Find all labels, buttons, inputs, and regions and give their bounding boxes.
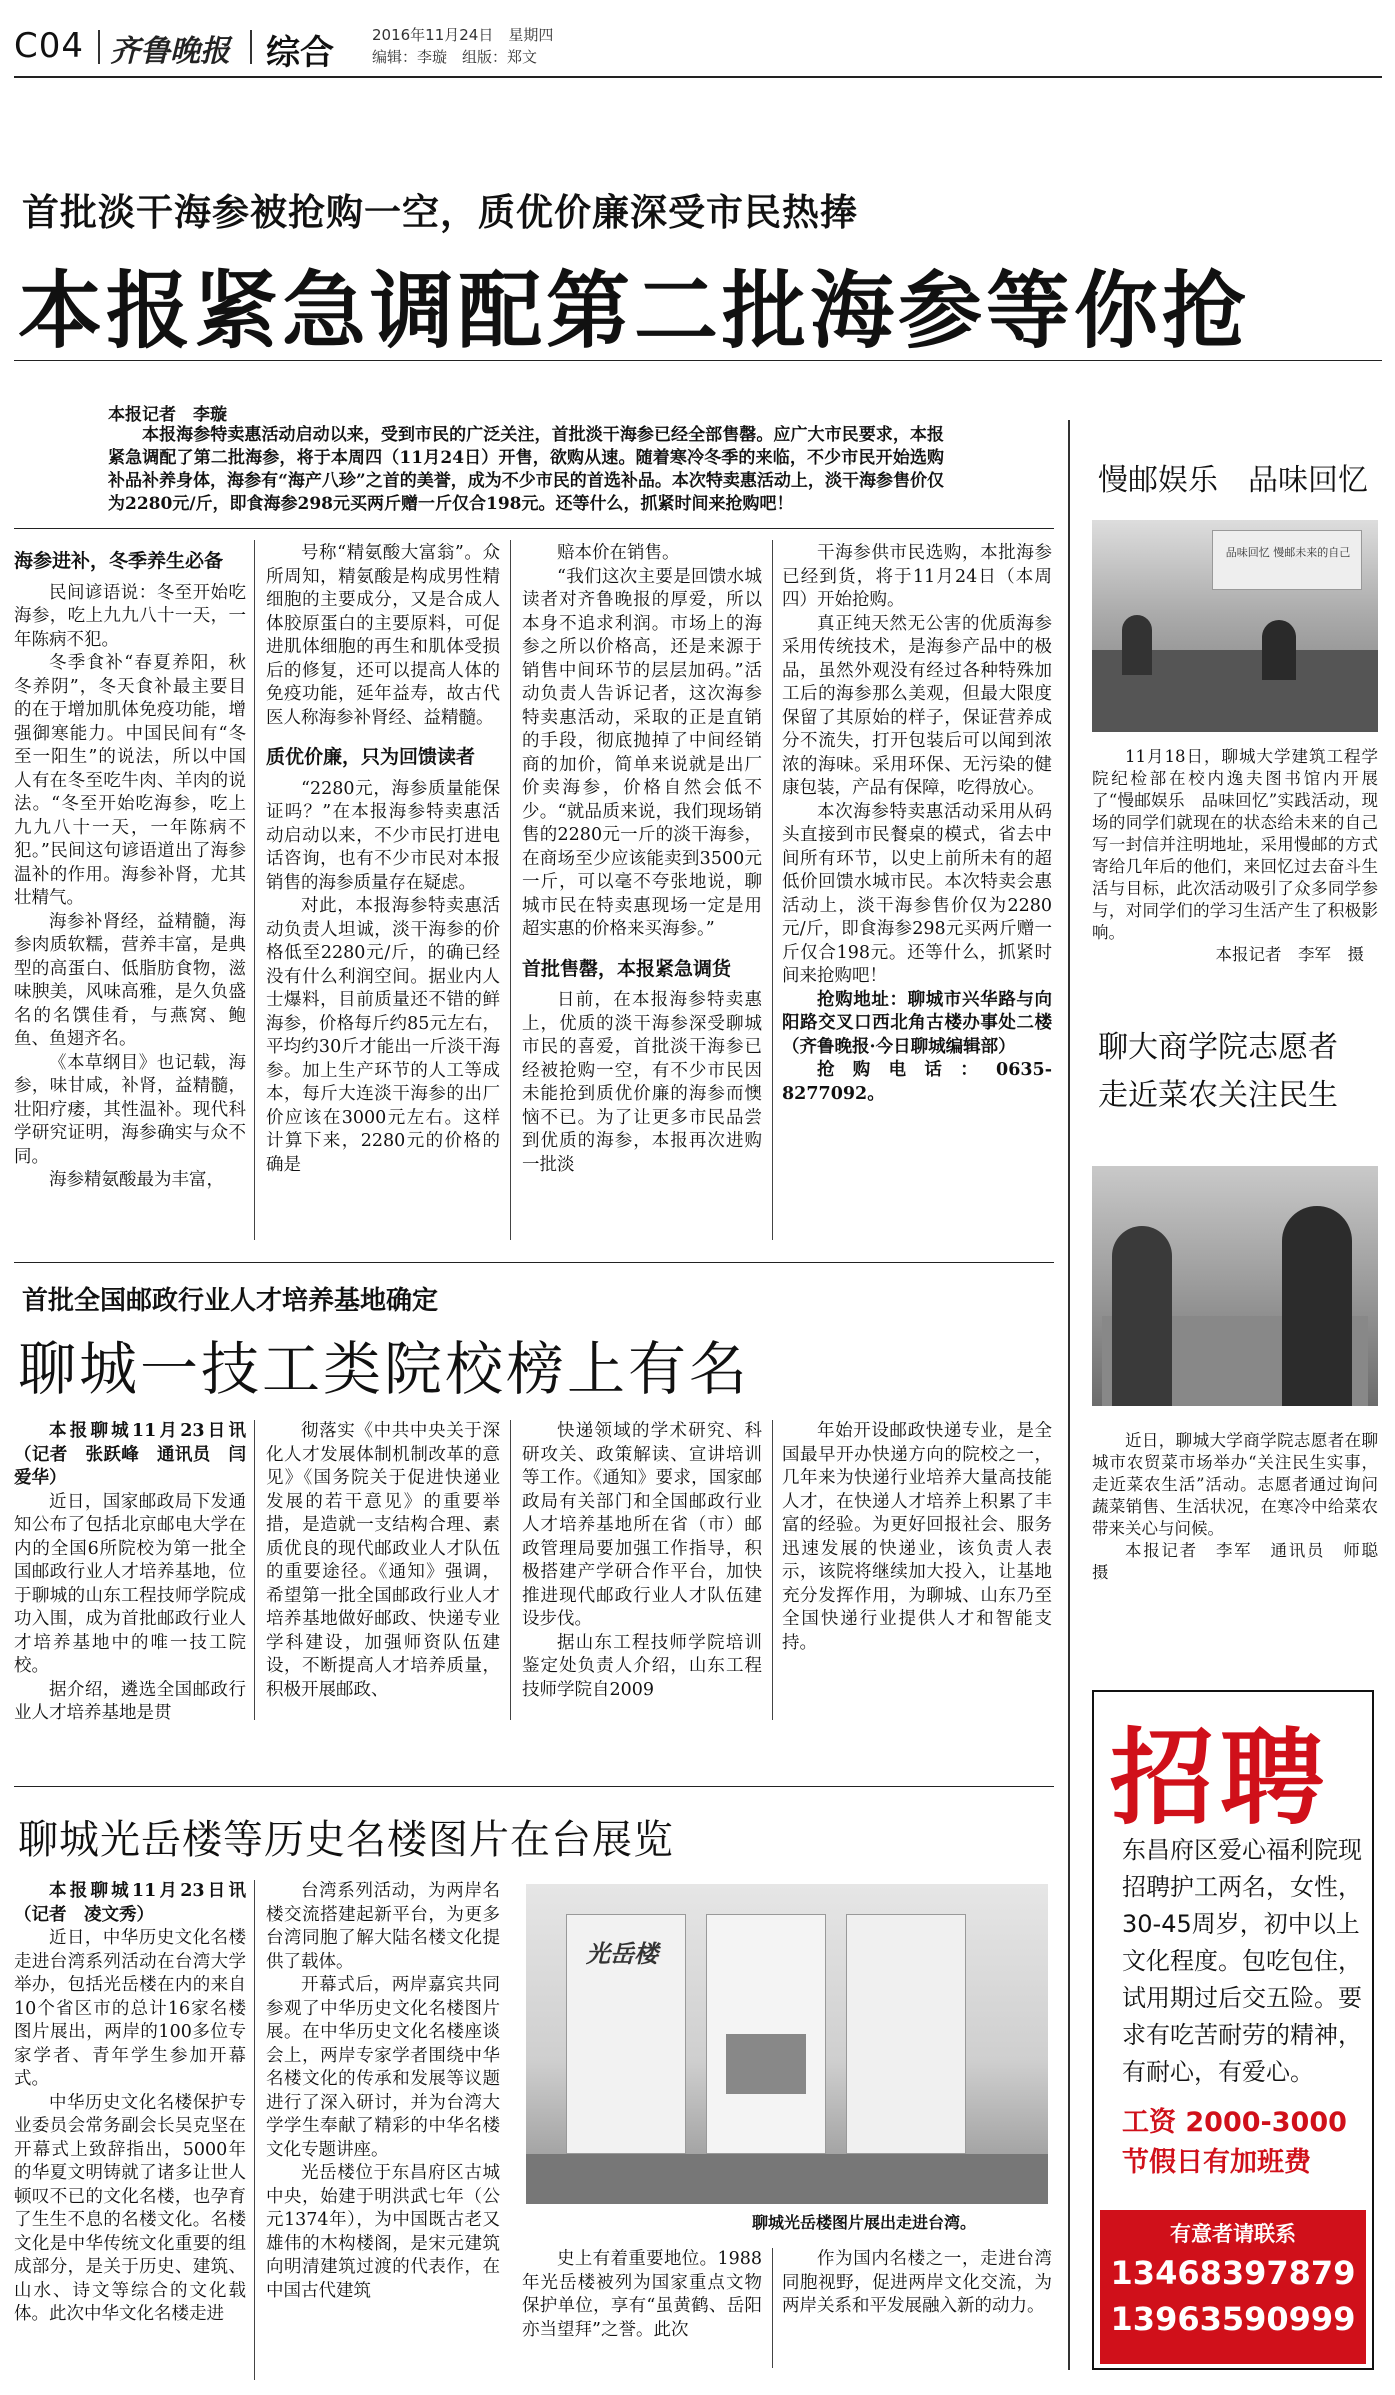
story1-address: 抢购地址：聊城市兴华路与向阳路交叉口西北角古楼办事处二楼（齐鲁晚报·今日聊城编辑部） [782, 989, 1052, 1057]
story3-column-3 [522, 2248, 762, 2342]
story3-column-4 [782, 2248, 1052, 2319]
story1-col3a-text: 赔本价在销售。 “我们这次主要是回馈水城读者对齐鲁晚报的厚爱，所以本身不追求利润。市场上的海参之所以价格高，还是来源于销售中间环节的层层加码。”活动负责人告诉记者，这次海参特卖惠活动，采取的正是直销的手段，彻底抛掉了中间经销商的加价，简单来说就是出厂价卖海参，价格自然会低不少。“就品质来说，我们现场销售的2280元一斤的淡干海参，在商场至少应该能卖到3500元一斤，可以毫不夸张地说，聊城市民在特卖惠现场一定是用超实惠的价格来买海参。” [522, 543, 762, 939]
story1-col4a-text: 干海参供市民选购，本批海参已经到货，将于11月24日（本周四）开始抢购。 真正纯天然无公害的优质海参采用传统技术，是海参产品中的极品，虽然外观没有经过各种特殊加工后的海参那么美观，但最大限度保留了其原始的样子，保证营养成分不流失，打开包装后可以闻到浓浓的海味。采用环保、无污染的健康包装，产品有保障，吃得放心。 本次海参特卖惠活动采用从码头直接到市民餐桌的模式，省去中间所有环节，以史上前所未有的超低价回馈水城市民。本次特卖会惠活动上，淡干海参售价仅为2280元/斤，即食海参298元买两斤赠一斤仅合198元。还等什么，抓紧时间来抢购吧！ [782, 543, 1052, 986]
sidebar2-caption: 近日，聊城大学商学院志愿者在聊城市农贸菜市场举办“关注民生实事，走近菜农生活”活动。志愿者通过询问蔬菜销售、生活状况，在寒冷中给菜农带来关心与问候。 本报记者 李军 通讯员 师聪 摄 [1092, 1431, 1395, 1582]
story1-column-1 [14, 540, 246, 1193]
story3-column-2 [266, 1880, 500, 2303]
story2-column-3 [522, 1420, 762, 1702]
story2-kicker: 首批全国邮政行业人才培养基地确定 [22, 1286, 439, 1316]
ad-overtime: 节假日有加班费 [1122, 2147, 1311, 2178]
story2-col4-text: 年始开设邮政快递专业，是全国最早开办快递方向的院校之一，几年来为快递行业培养大量高技能人才，在快递人才培养上积累了丰富的经验。为更好回报社会、服务迅速发展的快递业，该负责人表示，该院将继续加大投入，让基地充分发挥作用，为聊城、山东乃至全国快递行业提供人才和智能支持。 [782, 1421, 1052, 1653]
story1-kicker: 首批淡干海参被抢购一空，质优价廉深受市民热捧 [22, 191, 858, 234]
issue-date: 2016年11月24日 星期四 [372, 26, 554, 44]
story3-headline: 聊城光岳楼等历史名楼图片在台展览 [18, 1817, 674, 1863]
sidebar2-title-line2: 走近菜农关注民生 [1098, 1078, 1338, 1113]
story1-column-2 [266, 542, 500, 1177]
ad-body: 东昌府区爱心福利院现招聘护工两名，女性，30-45周岁，初中以上文化程度。包吃包住，试用期过后交五险。要求有吃苦耐劳的精神，有耐心，有爱心。 [1122, 1836, 1362, 2086]
story3-dateline: 本报聊城11月23日讯（记者 凌文秀） [14, 1881, 246, 1925]
story2-column-1 [14, 1420, 246, 1726]
story3-col3-text: 史上有着重要地位。1988年光岳楼被列为国家重点文物保护单位，享有“虽黄鹤、岳阳亦当望拜”之誉。此次 [522, 2249, 762, 2340]
story3-col1-text: 近日，中华历史文化名楼走进台湾系列活动在台湾大学举办，包括光岳楼在内的来自10个省区市的总计16家名楼图片展出，两岸的100多位专家学者、青年学生参加开幕式。 中华历史文化名楼保护专业委员会常务副会长吴克坚在开幕式上致辞指出，5000年的华夏文明铸就了诸多让世人顿叹不已的文化名楼，也孕育了生生不息的名楼文化。名楼文化是中华传统文化重要的组成部分，是关于历史、建筑、山水、诗文等综合的文化载体。此次中华文化名楼走进 [14, 1928, 246, 2324]
sidebar1-caption: 11月18日，聊城大学建筑工程学院纪检部在校内逸夫图书馆内开展了“慢邮娱乐 品味回忆”实践活动，现场的同学们就现在的状态给未来的自己写一封信并注明地址，采用慢邮的方式寄给几年后的他们，来回忆过去奋斗生活与目标，此次活动吸引了众多同学参与，对同学们的学习生活产生了积极影响。 本报记者 李军 摄 [1092, 747, 1378, 964]
story1-subhead-3: 首批售罄，本报紧急调货 [522, 957, 732, 980]
sidebar2-photo [1092, 1166, 1378, 1406]
story1-headline: 本报紧急调配第二批海参等你抢 [18, 262, 1251, 360]
story1-column-3 [522, 542, 762, 1177]
story2-col1-text: 近日，国家邮政局下发通知公布了包括北京邮电大学在内的全国6所院校为第一批全国邮政行业人才培养基地，位于聊城的山东工程技师学院成功入围，成为首批邮政行业人才培养基地中的唯一技工院校。 据介绍，遴选全国邮政行业人才培养基地是贯 [14, 1491, 246, 1723]
story2-dateline: 本报聊城11月23日讯（记者 张跃峰 通讯员 闫爱华） [14, 1421, 246, 1488]
page-number: C04 [14, 26, 85, 66]
story3-photo-caption: 聊城光岳楼图片展出走进台湾。 [752, 2213, 977, 2232]
ad-phone-2: 13963590999 [1110, 2300, 1356, 2338]
story2-column-4 [782, 1420, 1052, 1655]
story3-column-1 [14, 1880, 246, 2327]
story1-subhead-2: 质优价廉，只为回馈读者 [266, 746, 476, 768]
ad-phone-1: 13468397879 [1110, 2254, 1356, 2292]
story1-column-4 [782, 542, 1052, 1106]
sidebar1-photo [1092, 520, 1378, 732]
story2-col3-text: 快递领域的学术研究、科研攻关、政策解读、宣讲培训等工作。《通知》要求，国家邮政局有关部门和全国邮政行业人才培养基地所在省（市）邮政管理局要加强工作指导，积极搭建产学研合作平台，加快推进现代邮政行业人才队伍建设步伐。 据山东工程技师学院培训鉴定处负责人介绍，山东工程技师学院自2009 [522, 1421, 762, 1700]
story2-column-2 [266, 1420, 500, 1702]
story1-col2a-text: 号称“精氨酸大富翁”。众所周知，精氨酸是构成男性精细胞的主要成分，又是合成人体胶原蛋白的主要原料，可促进肌体细胞的再生和肌体受损后的修复，还可以提高人体的免疫功能，延年益寿，故古代医人称海参补肾经、益精髓。 [266, 543, 500, 728]
sidebar1-photo-banner: 品味回忆 慢邮未来的自己 [1225, 546, 1351, 559]
story1-phone: 抢购电话：0635-8277092。 [782, 1060, 1052, 1104]
story3-photo [526, 1884, 1048, 2204]
story1-col2b-text: “2280元，海参质量能保证吗？”在本报海参特卖惠活动启动以来，不少市民打进电话咨询，也有不少市民对本报销售的海参质量存在疑虑。 对此，本报海参特卖惠活动负责人坦诚，淡干海参的价格低至2280元/斤，的确已经没有什么利润空间。据业内人士爆料，目前质量还不错的鲜海参，价格每斤约85元左右，平均约30斤才能出一斤淡干海参。加上生产环节的人工等成本，每斤大连淡干海参的出厂价应该在3000元左右。这样计算下来，2280元的价格的确是 [266, 778, 500, 1175]
story1-lead: 本报海参特卖惠活动启动以来，受到市民的广泛关注，首批淡干海参已经全部售罄。应广大市民要求，本报紧急调配了第二批海参，将于本周四（11月24日）开售，欲购从速。随着寒冷冬季的来临，不少市民开始选购补品补养身体，海参有“海产八珍”之首的美誉，成为不少市民的首选补品。本次特卖惠活动上，淡干海参售价仅为2280元/斤，即食海参298元买两斤赠一斤仅合198元。还等什么，抓紧时间来抢购吧！ [108, 425, 944, 514]
story1-col3b-text: 日前，在本报海参特卖惠上，优质的淡干海参深受聊城市民的喜爱，首批淡干海参已经被抢购一空，有不少市民因未能抢到质优价廉的海参而懊恼不已。为了让更多市民品尝到优质的海参，本报再次进购一批淡 [522, 990, 762, 1175]
ad-salary: 工资 2000-3000 [1122, 2107, 1347, 2138]
ad-contact-label: 有意者请联系 [1170, 2222, 1296, 2246]
story3-col4-text: 作为国内名楼之一，走进台湾同胞视野，促进两岸文化交流，为两岸关系和平发展融入新的动力。 [782, 2249, 1052, 2316]
ad-title: 招聘 [1110, 1717, 1331, 1839]
story3-photo-sign: 光岳楼 [586, 1939, 658, 1968]
story2-col2-text: 彻落实《中共中央关于深化人才发展体制机制改革的意见》《国务院关于促进快递业发展的若干意见》的重要举措，是造就一支结构合理、素质优良的现代邮政业人才队伍的重要途径。《通知》强调，希望第一批全国邮政行业人才培养基地做好邮政、快递专业学科建设，加强师资队伍建设，不断提高人才培养质量，积极开展邮政、 [266, 1421, 500, 1700]
section-name: 综合 [266, 33, 334, 73]
story1-byline: 本报记者 李璇 [108, 405, 227, 425]
story3-col2-text: 台湾系列活动，为两岸名楼交流搭建起新平台，为更多台湾同胞了解大陆名楼文化提供了载体。 开幕式后，两岸嘉宾共同参观了中华历史文化名楼图片展。在中华历史文化名楼座谈会上，两岸专家学者围绕中华名楼文化的传承和发展等议题进行了深入研讨，并为台湾大学学生奉献了精彩的中华名楼文化专题讲座。 光岳楼位于东昌府区古城中央，始建于明洪武七年（公元1374年），为中国既古老又雄伟的木构楼阁，是宋元建筑向明清建筑过渡的代表作，在中国古代建筑 [266, 1881, 500, 2301]
sidebar2-title-line1: 聊大商学院志愿者 [1098, 1030, 1338, 1065]
sidebar2-credit: 本报记者 李军 通讯员 师聪 摄 [1092, 1541, 1395, 1582]
story1-col1-text: 民间谚语说：冬至开始吃海参，吃上九九八十一天，一年陈病不犯。 冬季食补“春夏养阳，秋冬养阴”，冬天食补最主要目的在于增加肌体免疫功能，增强御寒能力。中国民间有“冬至一阳生”的说法，所以中国人有在冬至吃牛肉、羊肉的说法。“冬至开始吃海参，吃上九九八十一天，一年陈病不犯。”民间这句谚语道出了海参温补的作用。海参补肾，尤其壮精气。 海参补肾经，益精髓，海参肉质软糯，营养丰富，是典型的高蛋白、低脂肪食物，滋味腴美，风味高雅，是久负盛名的名馔佳肴，与燕窝、鲍鱼、鱼翅齐名。 《本草纲目》也记载，海参，味甘咸，补肾，益精髓，壮阳疗痿，其性温补。现代科学研究证明，海参确实与众不同。 海参精氨酸最为丰富， [14, 582, 246, 1190]
sidebar1-title: 慢邮娱乐 品味回忆 [1098, 463, 1368, 498]
newspaper-logo: 齐鲁晚报 [110, 34, 230, 69]
story1-subhead-1: 海参进补，冬季养生必备 [14, 550, 224, 572]
sidebar1-credit: 本报记者 李军 摄 [1215, 945, 1364, 964]
editor-credit: 编辑：李璇 组版：郑文 [372, 48, 538, 66]
story2-headline: 聊城一技工类院校榜上有名 [18, 1335, 751, 1403]
